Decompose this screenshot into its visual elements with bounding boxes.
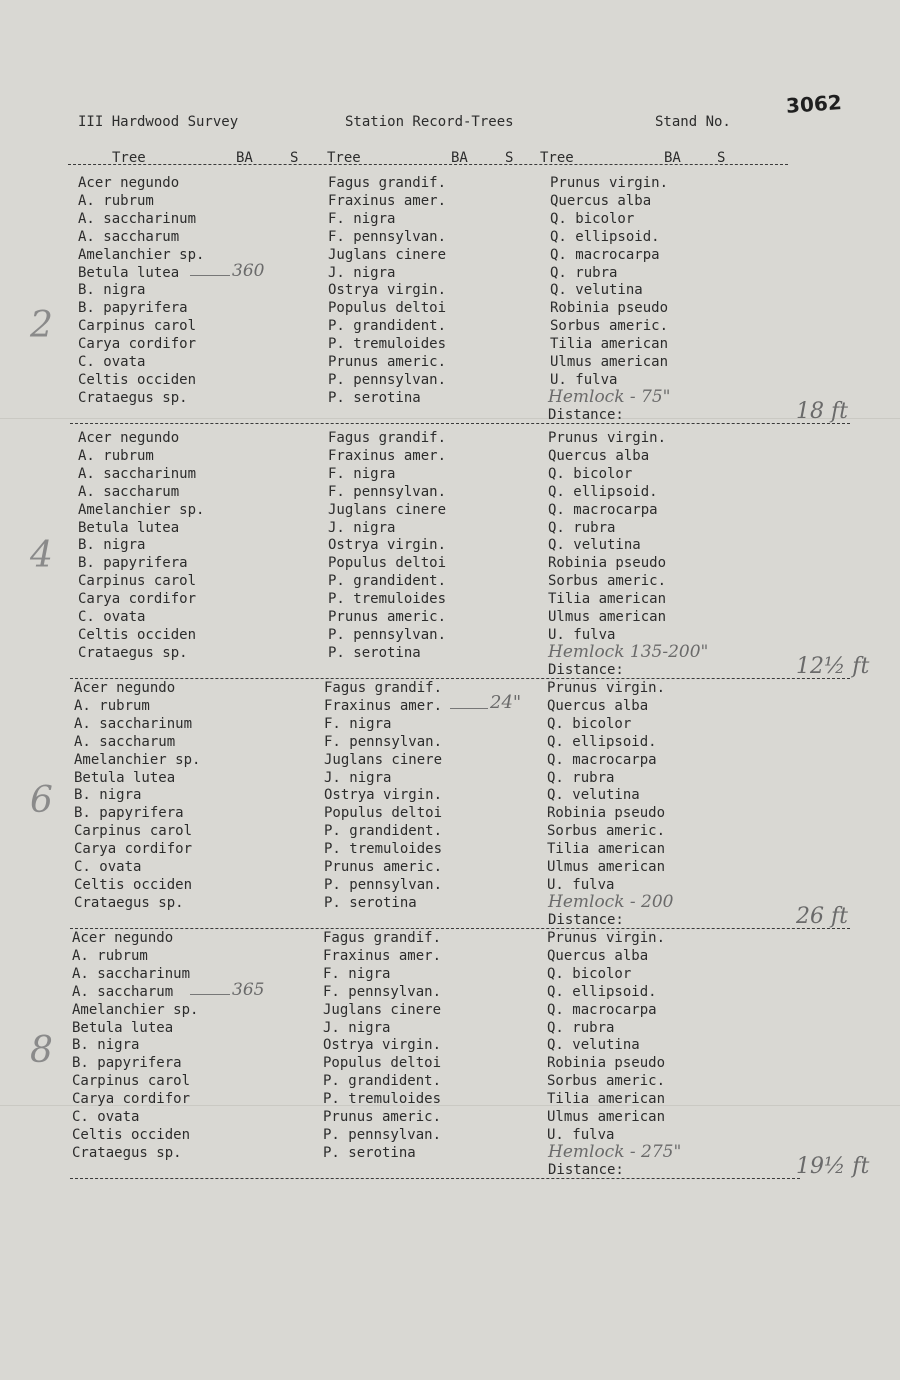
species-item: Prunus americ. — [324, 859, 443, 875]
species-item: A. rubrum — [78, 192, 154, 209]
distance-label: Distance: — [548, 1162, 624, 1178]
species-item: F. pennsylvan. — [324, 733, 443, 750]
survey-title: III Hardwood Survey — [78, 114, 239, 130]
diameter-note: 24" — [490, 691, 522, 713]
species-item: Q. ellipsoid. — [547, 733, 657, 750]
col3-ba-header: BA — [664, 150, 681, 166]
species-item: P. grandident. — [328, 318, 447, 335]
species-item: F. nigra — [323, 965, 391, 982]
species-item: Q. ellipsoid. — [548, 483, 658, 500]
species-item: Juglans cinere — [323, 1001, 442, 1018]
station-section-3 — [0, 680, 900, 930]
hemlock-note: Hemlock - 75" — [548, 387, 671, 407]
species-item: F. nigra — [324, 715, 392, 732]
species-item: P. serotina — [328, 389, 421, 406]
station-section-4 — [0, 930, 900, 1180]
species-item: Prunus americ. — [323, 1109, 442, 1125]
species-item: A. saccharum — [72, 983, 174, 1000]
species-item: Q. bicolor — [547, 715, 632, 732]
species-item: B. papyrifera — [74, 805, 184, 822]
species-item: B. papyrifera — [72, 1055, 182, 1072]
species-item: Q. rubra — [548, 519, 616, 536]
paper-fold — [0, 418, 900, 419]
distance-value: 26 ft — [796, 904, 848, 929]
species-item: J. nigra — [323, 1019, 391, 1036]
species-item: Robinia pseudo — [548, 555, 667, 572]
basal-area-note: 360 — [232, 260, 265, 281]
species-item: B. nigra — [78, 537, 146, 554]
species-item: P. tremuloides — [323, 1091, 442, 1108]
species-item: Prunus americ. — [328, 609, 447, 625]
distance-label: Distance: — [548, 662, 624, 678]
distance-value: 18 ft — [796, 399, 848, 424]
species-item: Tilia american — [547, 1091, 666, 1108]
species-item: Q. bicolor — [547, 965, 632, 982]
species-item: B. nigra — [78, 282, 146, 299]
col3-tree-header: Tree — [540, 150, 574, 166]
species-item: Ulmus american — [550, 354, 669, 370]
species-item: Acer negundo — [74, 680, 176, 696]
species-item: Crataegus sp. — [72, 1144, 182, 1161]
species-item: Prunus americ. — [328, 354, 447, 370]
col2-tree-header: Tree — [327, 150, 361, 166]
species-item: Tilia american — [550, 336, 669, 353]
species-item: C. ovata — [74, 859, 142, 875]
species-item: Amelanchier sp. — [72, 1001, 199, 1018]
species-item: Crataegus sp. — [74, 894, 184, 911]
section-separator — [70, 1178, 800, 1179]
species-item: Amelanchier sp. — [78, 501, 205, 518]
species-item: P. grandident. — [323, 1073, 442, 1090]
species-item: Ostrya virgin. — [324, 787, 443, 804]
species-item: Robinia pseudo — [547, 805, 666, 822]
tally-line — [190, 994, 230, 995]
species-item: Acer negundo — [78, 430, 180, 446]
species-item: Q. ellipsoid. — [547, 983, 657, 1000]
species-item: B. papyrifera — [78, 300, 188, 317]
species-item: B. nigra — [74, 787, 142, 804]
col1-ba-header: BA — [236, 150, 253, 166]
species-item: Carpinus carol — [78, 318, 197, 335]
section-separator — [70, 423, 850, 424]
record-title: Station Record-Trees — [345, 114, 514, 130]
species-item: P. pennsylvan. — [328, 626, 447, 643]
species-item: U. fulva — [548, 626, 616, 643]
species-item: F. pennsylvan. — [328, 228, 447, 245]
species-item: Quercus alba — [547, 697, 649, 714]
species-item: Ostrya virgin. — [328, 282, 447, 299]
species-item: Betula lutea — [78, 519, 180, 536]
col2-s-header: S — [505, 150, 514, 166]
species-item: U. fulva — [550, 371, 618, 388]
margin-station-number: 4 — [30, 535, 53, 576]
margin-station-number: 6 — [30, 780, 53, 821]
distance-label: Distance: — [548, 912, 624, 928]
species-item: A. saccharum — [78, 228, 180, 245]
species-item: Betula lutea — [74, 769, 176, 786]
species-item: A. saccharum — [74, 733, 176, 750]
species-item: A. saccharum — [78, 483, 180, 500]
species-item: A. rubrum — [72, 947, 148, 964]
basal-area-note: 365 — [232, 979, 265, 1000]
species-item: Carya cordifor — [78, 591, 197, 608]
margin-station-number: 2 — [30, 305, 53, 346]
species-item: Ostrya virgin. — [323, 1037, 442, 1054]
col2-ba-header: BA — [451, 150, 468, 166]
species-item: Q. bicolor — [548, 465, 633, 482]
hemlock-note: Hemlock - 200 — [548, 892, 674, 912]
species-item: J. nigra — [328, 519, 396, 536]
species-item: Q. macrocarpa — [548, 501, 658, 518]
species-item: Fagus grandif. — [328, 430, 447, 446]
species-item: Fraxinus amer. — [328, 447, 447, 464]
species-item: Quercus alba — [550, 192, 652, 209]
species-item: Q. rubra — [547, 769, 615, 786]
stand-label: Stand No. — [655, 114, 731, 130]
species-item: Q. macrocarpa — [547, 1001, 657, 1018]
species-item: A. rubrum — [74, 697, 150, 714]
species-item: Q. rubra — [547, 1019, 615, 1036]
species-item: Celtis occiden — [72, 1126, 191, 1143]
station-section-1 — [0, 175, 900, 425]
species-item: F. pennsylvan. — [323, 983, 442, 1000]
species-item: Celtis occiden — [78, 626, 197, 643]
species-item: A. saccharinum — [78, 465, 197, 482]
col1-s-header: S — [290, 150, 299, 166]
species-item: P. tremuloides — [328, 336, 447, 353]
species-item: Q. macrocarpa — [550, 246, 660, 263]
species-item: Fraxinus amer. — [323, 947, 442, 964]
species-item: Sorbus americ. — [547, 823, 666, 840]
species-item: Carpinus carol — [72, 1073, 191, 1090]
col1-tree-header: Tree — [112, 150, 146, 166]
species-item: P. serotina — [328, 644, 421, 661]
species-item: Populus deltoi — [328, 300, 447, 317]
species-item: J. nigra — [328, 264, 396, 281]
section-separator — [70, 678, 850, 679]
stand-number: 3062 — [785, 90, 843, 118]
species-item: Fraxinus amer. — [328, 192, 447, 209]
species-item: Quercus alba — [548, 447, 650, 464]
species-item: Celtis occiden — [78, 371, 197, 388]
species-item: P. serotina — [324, 894, 417, 911]
distance-label: Distance: — [548, 407, 624, 423]
species-item: P. serotina — [323, 1144, 416, 1161]
species-item: Acer negundo — [72, 930, 174, 946]
margin-station-number: 8 — [30, 1030, 53, 1071]
species-item: Robinia pseudo — [550, 300, 669, 317]
species-item: Quercus alba — [547, 947, 649, 964]
species-item: P. grandident. — [324, 823, 443, 840]
species-item: P. tremuloides — [328, 591, 447, 608]
species-item: Celtis occiden — [74, 876, 193, 893]
species-item: P. grandident. — [328, 573, 447, 590]
species-item: P. pennsylvan. — [328, 371, 447, 388]
species-item: Q. velutina — [548, 537, 641, 554]
species-item: Carpinus carol — [78, 573, 197, 590]
species-item: C. ovata — [78, 354, 146, 370]
species-item: U. fulva — [547, 876, 615, 893]
species-item: Populus deltoi — [328, 555, 447, 572]
species-item: Populus deltoi — [323, 1055, 442, 1072]
species-item: Acer negundo — [78, 175, 180, 191]
species-item: Q. velutina — [550, 282, 643, 299]
species-item: Juglans cinere — [324, 751, 443, 768]
species-item: Fraxinus amer. — [324, 697, 443, 714]
species-item: Prunus virgin. — [548, 430, 667, 446]
species-item: Q. rubra — [550, 264, 618, 281]
species-item: Carya cordifor — [72, 1091, 191, 1108]
species-item: B. papyrifera — [78, 555, 188, 572]
species-item: Q. velutina — [547, 1037, 640, 1054]
species-item: Q. macrocarpa — [547, 751, 657, 768]
species-item: J. nigra — [324, 769, 392, 786]
species-item: Crataegus sp. — [78, 389, 188, 406]
hemlock-note: Hemlock - 275" — [548, 1142, 682, 1162]
species-item: Carya cordifor — [78, 336, 197, 353]
species-item: Betula lutea — [72, 1019, 174, 1036]
section-separator — [70, 928, 850, 929]
species-item: Juglans cinere — [328, 246, 447, 263]
species-item: P. pennsylvan. — [324, 876, 443, 893]
species-item: U. fulva — [547, 1126, 615, 1143]
species-item: Carpinus carol — [74, 823, 193, 840]
species-item: Crataegus sp. — [78, 644, 188, 661]
species-item: Ostrya virgin. — [328, 537, 447, 554]
species-item: C. ovata — [72, 1109, 140, 1125]
distance-value: 12½ ft — [796, 654, 870, 679]
species-item: F. nigra — [328, 465, 396, 482]
species-item: A. saccharinum — [78, 210, 197, 227]
species-item: Prunus virgin. — [547, 680, 666, 696]
species-item: Amelanchier sp. — [78, 246, 205, 263]
species-item: Robinia pseudo — [547, 1055, 666, 1072]
species-item: Q. velutina — [547, 787, 640, 804]
species-item: Juglans cinere — [328, 501, 447, 518]
species-item: Fagus grandif. — [323, 930, 442, 946]
species-item: F. nigra — [328, 210, 396, 227]
species-item: Tilia american — [548, 591, 667, 608]
species-item: B. nigra — [72, 1037, 140, 1054]
species-item: F. pennsylvan. — [328, 483, 447, 500]
species-item: P. pennsylvan. — [323, 1126, 442, 1143]
species-item: Prunus virgin. — [550, 175, 669, 191]
species-item: Sorbus americ. — [550, 318, 669, 335]
species-item: Fagus grandif. — [324, 680, 443, 696]
species-item: A. saccharinum — [72, 965, 191, 982]
species-item: Prunus virgin. — [547, 930, 666, 946]
paper-fold — [0, 1105, 900, 1106]
species-item: Betula lutea — [78, 264, 180, 281]
species-item: Ulmus american — [547, 859, 666, 875]
species-item: Q. bicolor — [550, 210, 635, 227]
distance-value: 19½ ft — [796, 1154, 870, 1179]
species-item: Ulmus american — [547, 1109, 666, 1125]
col3-s-header: S — [717, 150, 726, 166]
species-item: Sorbus americ. — [547, 1073, 666, 1090]
species-item: Sorbus americ. — [548, 573, 667, 590]
species-item: Q. ellipsoid. — [550, 228, 660, 245]
species-item: Ulmus american — [548, 609, 667, 625]
species-item: C. ovata — [78, 609, 146, 625]
species-item: A. rubrum — [78, 447, 154, 464]
species-item: A. saccharinum — [74, 715, 193, 732]
species-item: Carya cordifor — [74, 841, 193, 858]
species-item: Populus deltoi — [324, 805, 443, 822]
species-item: Tilia american — [547, 841, 666, 858]
species-item: Fagus grandif. — [328, 175, 447, 191]
tally-line — [190, 275, 230, 276]
station-section-2 — [0, 430, 900, 680]
species-item: Amelanchier sp. — [74, 751, 201, 768]
species-item: P. tremuloides — [324, 841, 443, 858]
tally-line — [450, 708, 488, 709]
hemlock-note: Hemlock 135-200" — [548, 642, 709, 662]
